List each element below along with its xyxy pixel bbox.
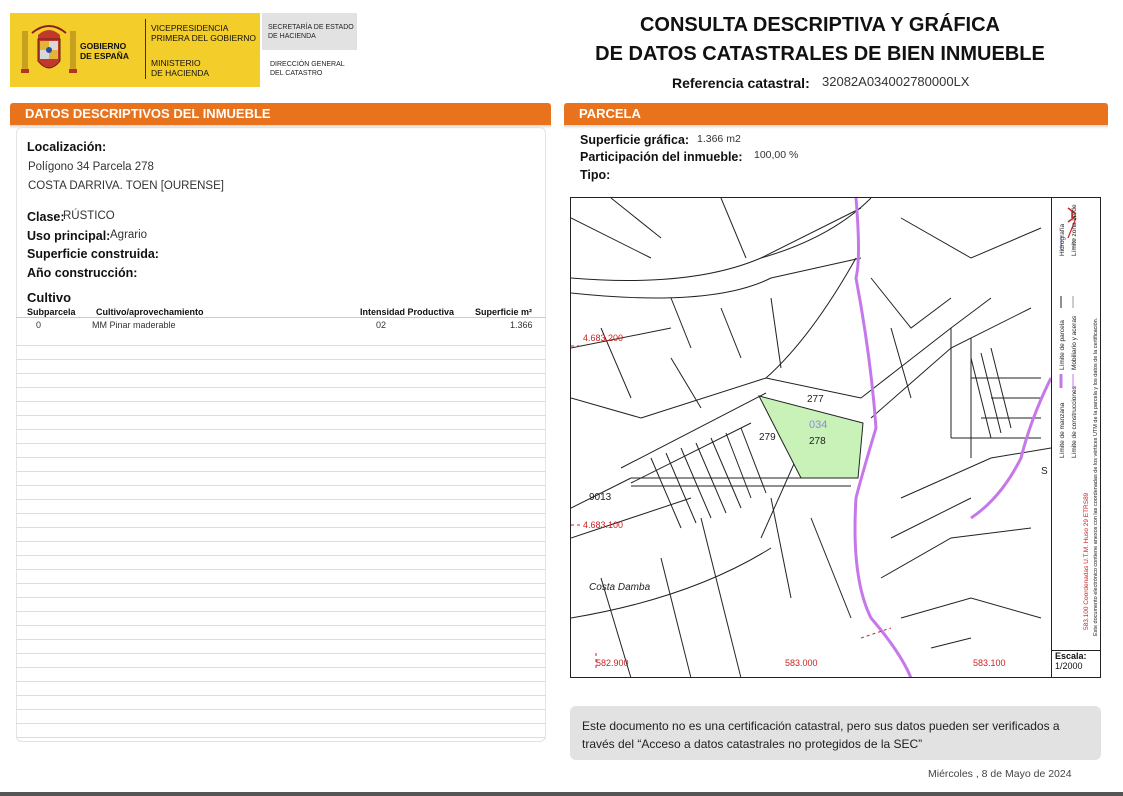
uso-principal-label: Uso principal:: [27, 229, 111, 243]
map-legend: [1051, 198, 1101, 678]
cadastral-map[interactable]: [570, 197, 1101, 678]
parcel-9013-label: 9013: [589, 492, 612, 503]
cell-superficie: 1.366: [510, 320, 533, 330]
coord-x3: 583.100: [973, 658, 1006, 668]
empty-table-rows: [16, 332, 546, 740]
page-title: CONSULTA DESCRIPTIVA Y GRÁFICA DE DATOS CATASTRALES DE BIEN INMUEBLE: [595, 14, 1045, 65]
cell-intensidad: 02: [376, 320, 387, 330]
cell-cultivo: MM Pinar maderable: [92, 320, 176, 330]
uso-principal-value: Agrario: [110, 229, 148, 241]
col-intensidad: Intensidad Productiva: [360, 307, 455, 317]
col-superficie: Superficie m²: [475, 307, 533, 317]
disclaimer-box: [570, 706, 1101, 760]
clase-value: RÚSTICO: [63, 210, 115, 222]
secretaria-label: SECRETARÍA DE ESTADO DE HACIENDA: [268, 24, 354, 40]
legend-limite-construcciones: Límite de construcciones: [1071, 386, 1078, 458]
ministerio-label: MINISTERIO DE HACIENDA: [151, 58, 210, 78]
coord-y1: 4.683.200: [583, 333, 624, 343]
anio-construccion-label: Año construcción:: [27, 266, 138, 280]
escala-label: Escala:: [1055, 651, 1087, 661]
superficie-grafica-value: 1.366 m2: [697, 133, 741, 145]
col-subparcela: Subparcela: [27, 307, 76, 317]
parcel-278-label: 278: [809, 436, 826, 447]
ref-catastral-value: 32082A034002780000LX: [822, 74, 970, 89]
participacion-value: 100,00 %: [754, 149, 799, 161]
cultivo-title: Cultivo: [27, 290, 72, 305]
legend-limite-manzana: Límite de manzana: [1059, 402, 1066, 458]
table-row: [16, 320, 546, 332]
poligono-label: 034: [809, 419, 828, 431]
tipo-label: Tipo:: [580, 168, 611, 182]
parcela-header: PARCELA: [564, 103, 1108, 125]
superficie-grafica-label: Superficie gráfica:: [580, 133, 690, 147]
superficie-construida-label: Superficie construida:: [27, 247, 159, 261]
localizacion-line1: Polígono 34 Parcela 278: [28, 161, 154, 173]
escala-value: 1/2000: [1055, 661, 1083, 671]
legend-drawing: [1052, 198, 1101, 650]
parcel-279-label: 279: [759, 432, 776, 443]
cell-subparcela: 0: [36, 320, 42, 330]
legend-zona-verde: Límite zona verde: [1071, 204, 1078, 256]
coord-x2: 583.000: [785, 658, 818, 668]
disclaimer-text: Este documento no es una certificación catastral, pero sus datos pueden ser verificados a través del “Acceso a datos catastrales no protegidos de la SEC”: [582, 719, 1060, 751]
participacion-label: Participación del inmueble:: [580, 150, 743, 164]
cultivo-table-header: [16, 307, 546, 318]
ref-catastral-label: Referencia catastral:: [672, 75, 810, 91]
secretaria-box: [262, 13, 357, 50]
place-label: Costa Damba: [589, 582, 651, 593]
localizacion-label: Localización:: [27, 140, 107, 154]
localizacion-line2: COSTA DARRIVA. TOEN [OURENSE]: [28, 180, 224, 192]
clase-label: Clase:: [27, 210, 65, 224]
gobierno-logo: [10, 13, 260, 87]
legend-doc-note: Este documento electrónico contiene anexos con las coordenadas de los vértices UTM de la parcela y los datos de la certificación.: [1093, 317, 1099, 636]
bottom-border: [0, 792, 1123, 796]
escala-box: [1052, 650, 1101, 678]
legend-hidrografia: Hidrografía: [1059, 223, 1066, 256]
document-date: Miércoles , 8 de Mayo de 2024: [928, 768, 1072, 780]
coord-x1: 582.900: [596, 658, 629, 668]
coord-y2: 4.683.100: [583, 520, 624, 530]
col-cultivo: Cultivo/aprovechamiento: [96, 307, 204, 317]
legend-limite-parcela: Límite de parcela: [1059, 320, 1066, 370]
vicepresidencia-label: VICEPRESIDENCIA PRIMERA DEL GOBIERNO: [151, 23, 257, 43]
edge-letter-label: S: [1041, 466, 1048, 477]
map-drawing: [571, 198, 1051, 678]
legend-mobiliario: Mobiliario y aceras: [1071, 315, 1078, 370]
legend-coords-note: 583.100 Coordenadas U.T.M. Huso 29 ETRS89: [1083, 492, 1090, 630]
direccion-catastro-label: DIRECCIÓN GENERAL DEL CATASTRO: [270, 61, 345, 77]
gobierno-label: GOBIERNO DE ESPAÑA: [80, 41, 129, 61]
parcel-277-label: 277: [807, 394, 824, 405]
coat-of-arms-icon: [18, 21, 80, 81]
datos-descriptivos-header: DATOS DESCRIPTIVOS DEL INMUEBLE: [10, 103, 551, 125]
